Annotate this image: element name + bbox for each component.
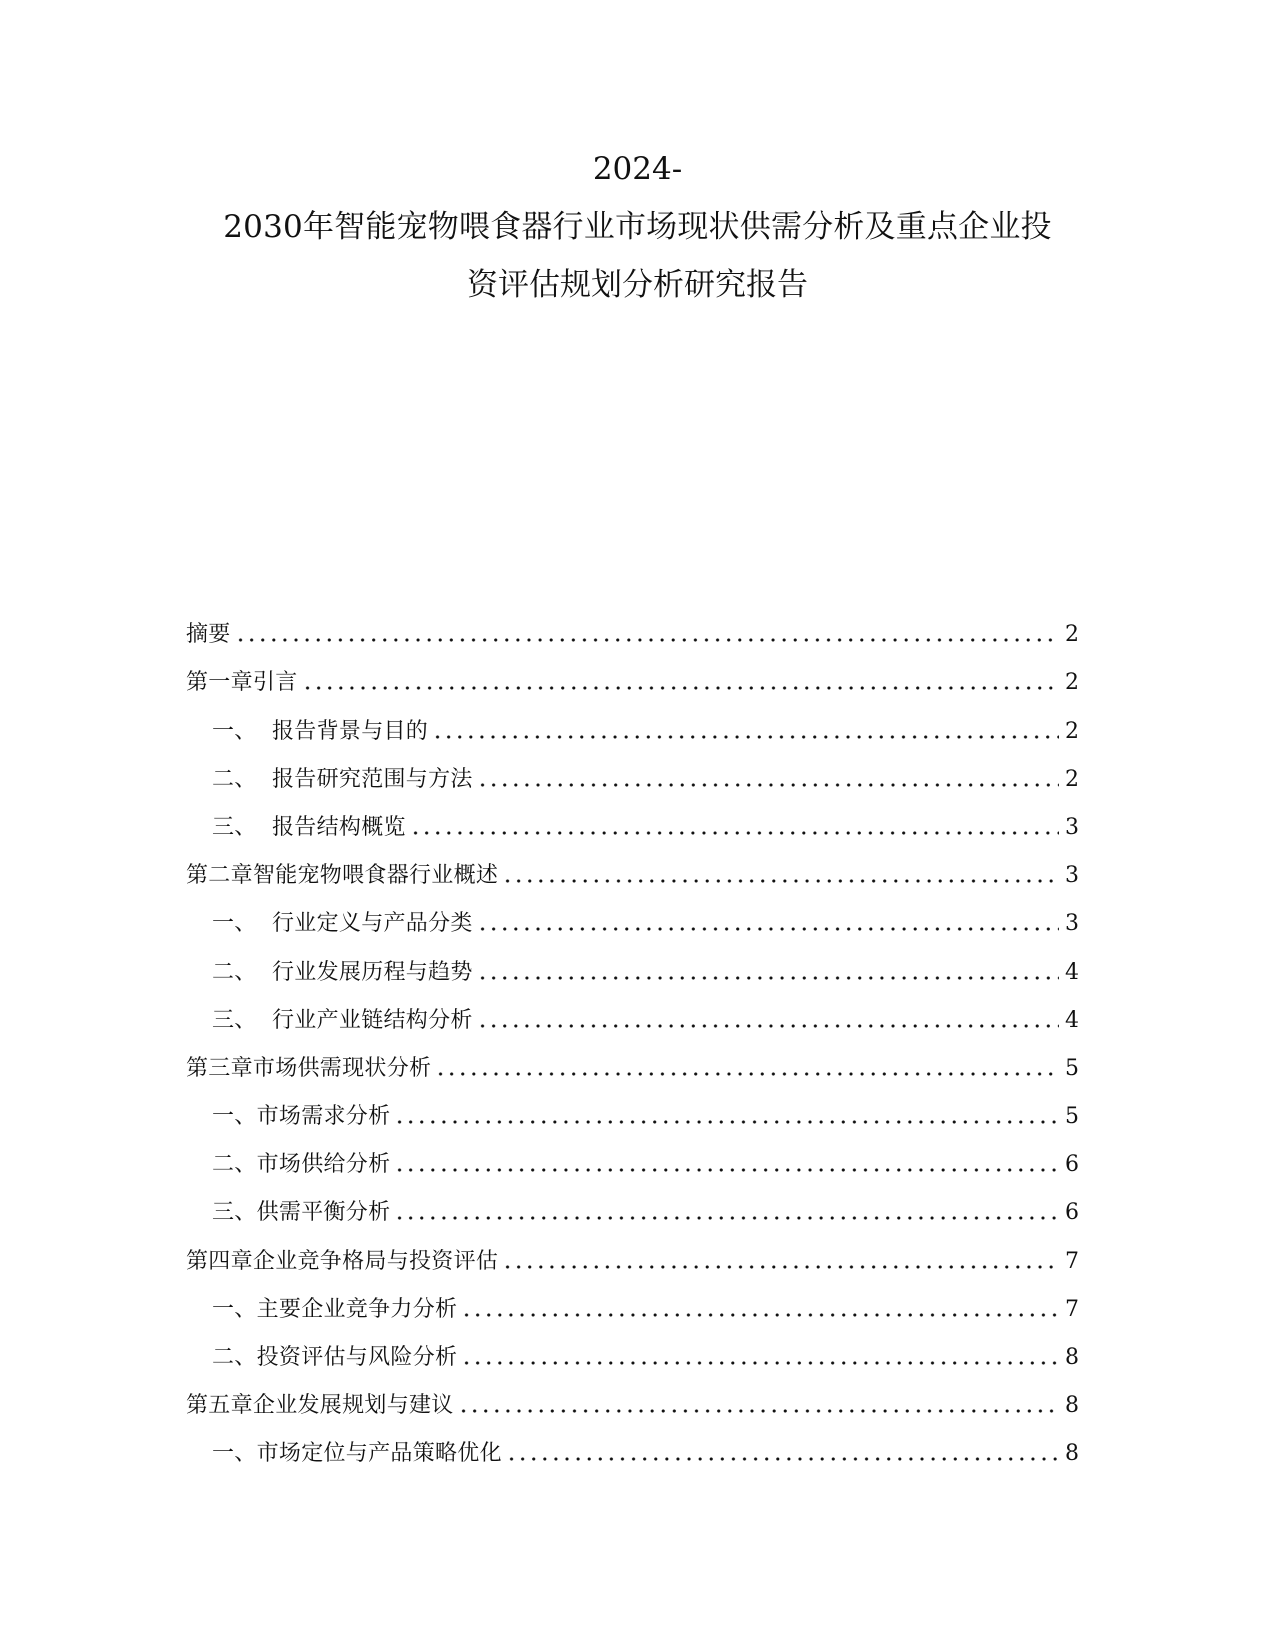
toc-entry-section[interactable] [186, 1130, 1079, 1178]
toc-leader-dots [458, 1409, 1059, 1413]
toc-entry-label: 三、行业产业链结构分析 [212, 1007, 473, 1033]
toc-entry-label: 第三章市场供需现状分析 [186, 1055, 432, 1081]
title-line-1: 2024- [592, 151, 683, 187]
toc-page-number: 3 [1065, 863, 1079, 889]
toc-entry-section[interactable] [186, 1178, 1079, 1226]
toc-entry-label: 一、市场定位与产品策略优化 [212, 1441, 502, 1467]
toc-page-number: 3 [1065, 911, 1079, 937]
toc-page-number: 7 [1065, 1296, 1079, 1322]
title-line-2: 2030年智能宠物喂食器行业市场现状供需分析及重点企业投 [223, 209, 1052, 245]
toc-page-number: 2 [1065, 622, 1079, 648]
toc-leader-dots [502, 1265, 1059, 1269]
toc-entry-label: 三、供需平衡分析 [212, 1200, 391, 1226]
toc-page-number: 5 [1065, 1104, 1079, 1130]
toc-page-number: 7 [1065, 1248, 1079, 1274]
toc-leader-dots [506, 1457, 1059, 1461]
toc-page-number: 8 [1065, 1345, 1079, 1370]
toc-entry-label: 第一章引言 [186, 670, 298, 696]
report-title [0, 140, 1275, 314]
toc-leader-dots [394, 1168, 1059, 1172]
toc-page-number: 3 [1065, 814, 1079, 840]
toc-leader-dots [477, 1024, 1059, 1028]
toc-entry-label: 一、行业定义与产品分类 [212, 911, 473, 937]
toc-entry-label: 一、主要企业竞争力分析 [212, 1296, 458, 1322]
toc-entry-chapter-5[interactable] [186, 1371, 1079, 1419]
toc-entry-label: 第二章智能宠物喂食器行业概述 [186, 863, 499, 889]
toc-entry-label: 二、投资评估与风险分析 [212, 1345, 458, 1370]
toc-entry-label: 一、报告背景与目的 [212, 718, 429, 744]
toc-entry-section[interactable] [186, 793, 1079, 841]
toc-leader-dots [394, 1120, 1059, 1124]
toc-entry-section[interactable] [186, 937, 1079, 985]
toc-page-number: 2 [1065, 718, 1079, 744]
toc-leader-dots [302, 686, 1059, 690]
toc-entry-section[interactable] [186, 696, 1079, 744]
toc-leader-dots [432, 735, 1059, 739]
toc-entry-section[interactable] [186, 986, 1079, 1034]
toc-entry-label: 二、市场供给分析 [212, 1152, 391, 1178]
toc-leader-dots [477, 927, 1059, 931]
toc-entry-chapter-3[interactable] [186, 1034, 1079, 1082]
toc-entry-label: 二、报告研究范围与方法 [212, 766, 473, 792]
toc-entry-label: 三、报告结构概览 [212, 814, 406, 840]
toc-leader-dots [461, 1361, 1059, 1365]
toc-leader-dots [235, 638, 1059, 642]
toc-leader-dots [410, 831, 1059, 835]
toc-page-number: 4 [1065, 959, 1079, 985]
toc-page-number: 2 [1065, 670, 1079, 696]
toc-entry-label: 二、行业发展历程与趋势 [212, 959, 473, 985]
toc-page-number: 5 [1065, 1055, 1079, 1081]
toc-entry-label: 第五章企业发展规划与建议 [186, 1393, 454, 1419]
toc-entry-section[interactable] [186, 1275, 1079, 1323]
toc-page-number: 8 [1065, 1441, 1079, 1467]
toc-page-number: 2 [1065, 766, 1079, 792]
toc-leader-dots [435, 1072, 1059, 1076]
toc-entry-section[interactable] [186, 745, 1079, 793]
toc-leader-dots [502, 879, 1059, 883]
toc-entry-section[interactable] [186, 889, 1079, 937]
toc-entry-abstract[interactable] [186, 600, 1079, 648]
toc-entry-section[interactable] [186, 1323, 1079, 1371]
toc-entry-label: 一、市场需求分析 [212, 1104, 391, 1130]
toc-page-number: 6 [1065, 1200, 1079, 1226]
toc-leader-dots [394, 1216, 1059, 1220]
toc-entry-label: 第四章企业竞争格局与投资评估 [186, 1248, 499, 1274]
toc-entry-label: 摘要 [186, 622, 231, 648]
toc-entry-chapter-1[interactable] [186, 648, 1079, 696]
toc-entry-chapter-2[interactable] [186, 841, 1079, 889]
toc-leader-dots [461, 1313, 1059, 1317]
toc-page-number: 8 [1065, 1393, 1079, 1419]
toc-page-number: 4 [1065, 1007, 1079, 1033]
toc-entry-chapter-4[interactable] [186, 1226, 1079, 1274]
table-of-contents [186, 600, 1079, 1467]
toc-entry-section[interactable] [186, 1082, 1079, 1130]
toc-page-number: 6 [1065, 1152, 1079, 1178]
toc-entry-section[interactable] [186, 1419, 1079, 1467]
title-line-3: 资评估规划分析研究报告 [467, 267, 808, 303]
toc-leader-dots [477, 976, 1059, 980]
toc-leader-dots [477, 783, 1059, 787]
